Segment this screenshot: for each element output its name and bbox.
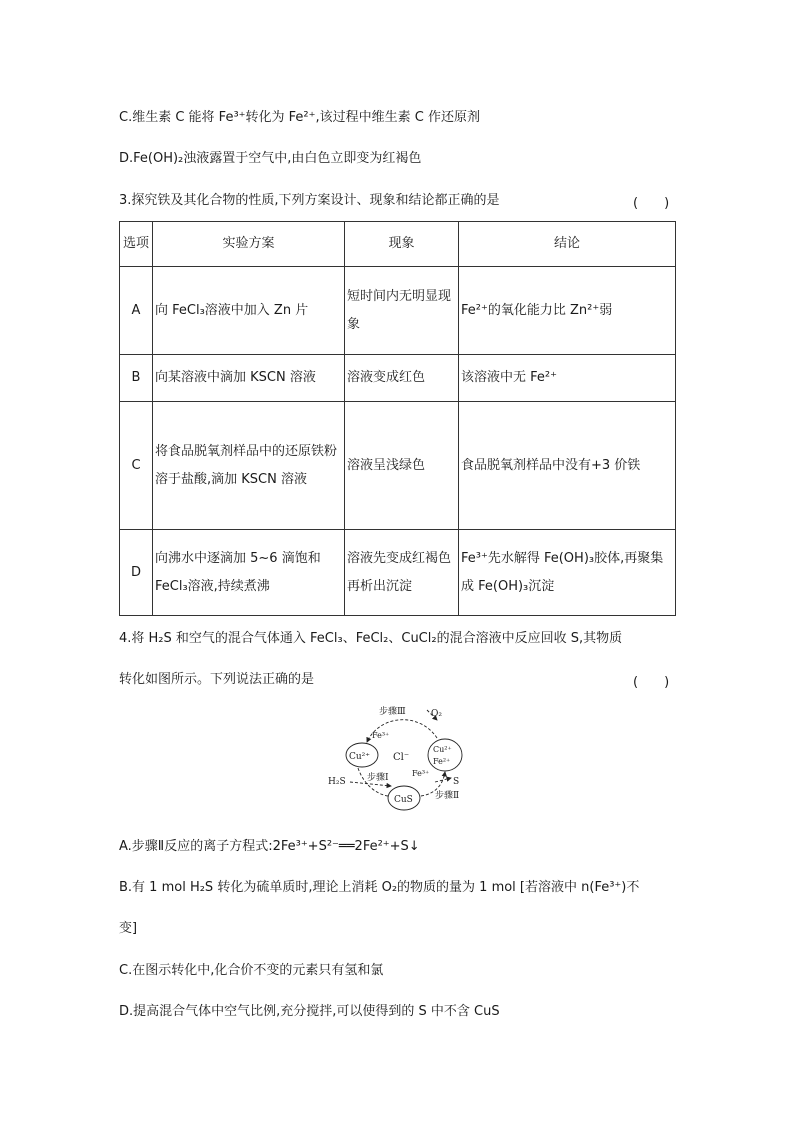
q2-option-c: C.维生素 C 能将 Fe³⁺转化为 Fe²⁺,该过程中维生素 C 作还原剂 xyxy=(119,110,480,125)
row-option: A xyxy=(120,267,153,355)
cu2-right-label: Cu²⁺ xyxy=(433,745,452,754)
q4-option-a: A.步骤Ⅱ反应的离子方程式:2Fe³⁺+S²⁻══2Fe²⁺+S↓ xyxy=(119,839,420,854)
step3-label: 步骤Ⅲ xyxy=(379,707,406,717)
step2-label: 步骤Ⅱ xyxy=(435,791,460,801)
table-header-row xyxy=(120,222,676,267)
q4-option-b-line2: 变] xyxy=(119,921,138,936)
cl-label: Cl⁻ xyxy=(393,752,410,763)
row-conclusion: 该溶液中无 Fe²⁺ xyxy=(459,355,676,402)
row-conclusion: 食品脱氧剂样品中没有+3 价铁 xyxy=(459,402,676,530)
table-row xyxy=(120,267,676,355)
fe2-right-label: Fe²⁺ xyxy=(433,757,451,766)
q4-option-b-line1: B.有 1 mol H₂S 转化为硫单质时,理论上消耗 O₂的物质的量为 1 mol [若溶液中 n(Fe³⁺)不 xyxy=(119,880,640,895)
cu2-fe2-ellipse xyxy=(428,739,462,771)
q3-table xyxy=(119,221,676,616)
table-row xyxy=(120,355,676,402)
s-arrow xyxy=(435,778,451,782)
row-conclusion: Fe²⁺的氧化能力比 Zn²⁺弱 xyxy=(459,267,676,355)
row-phenomenon: 溶液变成红色 xyxy=(345,355,459,402)
cus-label: CuS xyxy=(394,795,413,805)
s-label: S xyxy=(453,777,460,787)
row-phenomenon: 溶液呈浅绿色 xyxy=(345,402,459,530)
header-plan: 实验方案 xyxy=(153,222,345,267)
row-option: D xyxy=(120,530,153,616)
q4-option-d: D.提高混合气体中空气比例,充分搅拌,可以使得到的 S 中不含 CuS xyxy=(119,1004,500,1019)
row-plan: 向 FeCl₃溶液中加入 Zn 片 xyxy=(153,267,345,355)
fe3-top-label: Fe³⁺ xyxy=(372,731,390,740)
header-phenomenon: 现象 xyxy=(345,222,459,267)
q4-cycle-diagram xyxy=(325,700,475,818)
row-option: C xyxy=(120,402,153,530)
q4-answer-paren: ( ) xyxy=(633,675,670,690)
row-conclusion: Fe³⁺先水解得 Fe(OH)₃胶体,再聚集成 Fe(OH)₃沉淀 xyxy=(459,530,676,616)
q3-answer-paren: ( ) xyxy=(633,196,670,211)
row-phenomenon: 溶液先变成红褐色再析出沉淀 xyxy=(345,530,459,616)
h2s-label: H₂S xyxy=(328,777,346,787)
q3-stem: 3.探究铁及其化合物的性质,下列方案设计、现象和结论都正确的是 xyxy=(119,193,500,208)
q4-stem-line2: 转化如图所示。下列说法正确的是 xyxy=(119,672,315,687)
q4-option-c: C.在图示转化中,化合价不变的元素只有氢和氯 xyxy=(119,963,384,978)
q2-option-d: D.Fe(OH)₂浊液露置于空气中,由白色立即变为红褐色 xyxy=(119,151,422,166)
row-plan: 向某溶液中滴加 KSCN 溶液 xyxy=(153,355,345,402)
row-plan: 将食品脱氧剂样品中的还原铁粉溶于盐酸,滴加 KSCN 溶液 xyxy=(153,402,345,530)
fe3-mid-label: Fe³⁺ xyxy=(412,769,430,778)
table-row xyxy=(120,530,676,616)
q4-stem-line1: 4.将 H₂S 和空气的混合气体通入 FeCl₃、FeCl₂、CuCl₂的混合溶液中反应回收 S,其物质 xyxy=(119,631,623,646)
row-option: B xyxy=(120,355,153,402)
step1-label: 步骤Ⅰ xyxy=(367,773,389,783)
header-conclusion: 结论 xyxy=(459,222,676,267)
o2-label: O₂ xyxy=(431,709,442,719)
row-plan: 向沸水中逐滴加 5~6 滴饱和 FeCl₃溶液,持续煮沸 xyxy=(153,530,345,616)
table-row xyxy=(120,402,676,530)
header-option: 选项 xyxy=(120,222,153,267)
cu2-left-label: Cu²⁺ xyxy=(349,752,371,762)
row-phenomenon: 短时间内无明显现象 xyxy=(345,267,459,355)
